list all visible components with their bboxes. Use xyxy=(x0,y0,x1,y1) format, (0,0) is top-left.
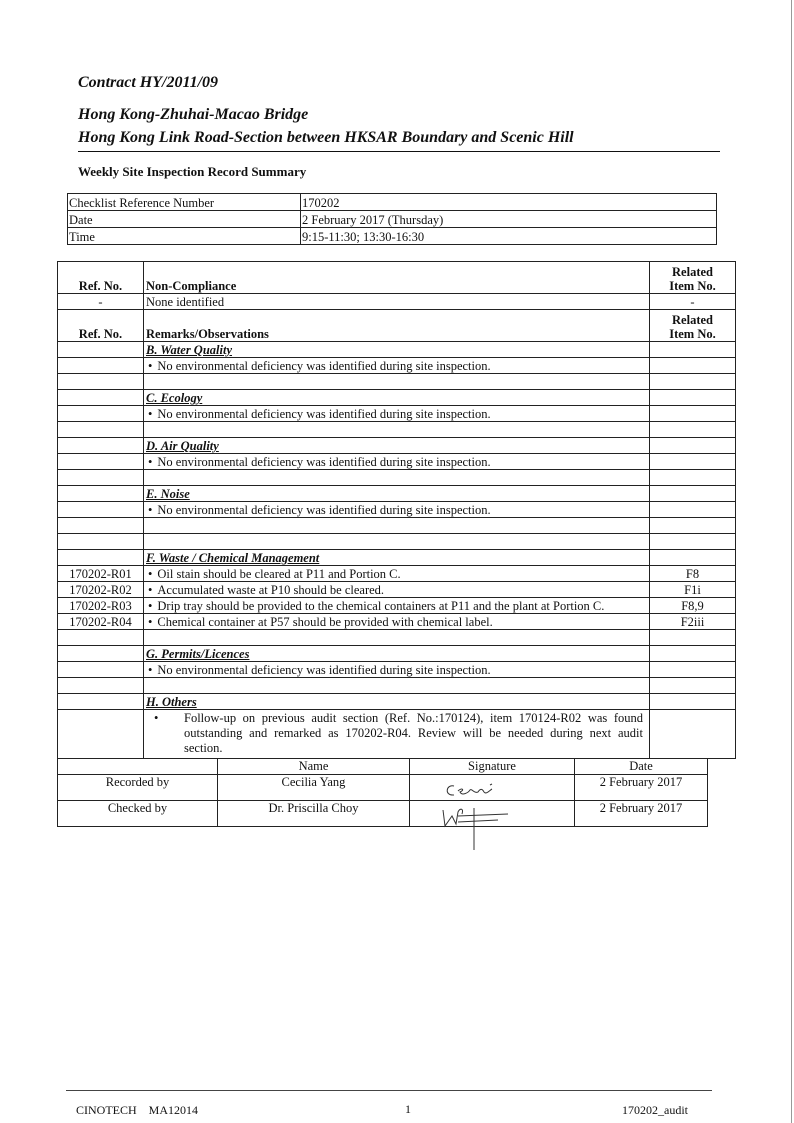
section-row xyxy=(58,342,736,358)
remark-text: • Accumulated waste at P10 should be cleared. xyxy=(146,583,384,597)
remark-related: F2iii xyxy=(650,614,736,630)
signature-scribble-2 xyxy=(438,802,528,852)
signoff-role: Checked by xyxy=(58,801,218,827)
signoff-row xyxy=(58,775,708,801)
date-header: Date xyxy=(575,759,708,775)
section-row xyxy=(58,438,736,454)
signoff-header-row xyxy=(58,759,708,775)
remark-related: F8 xyxy=(650,566,736,582)
noncompliance-desc: None identified xyxy=(144,294,650,310)
section-row xyxy=(58,486,736,502)
remark-ref: 170202-R03 xyxy=(58,598,144,614)
section-title: C. Ecology xyxy=(144,390,650,406)
remark-ref: 170202-R04 xyxy=(58,614,144,630)
info-value: 2 February 2017 (Thursday) xyxy=(301,211,717,228)
remark-text: • No environmental deficiency was identified during site inspection. xyxy=(146,359,491,373)
ref-header: Ref. No. xyxy=(58,262,144,294)
name-header: Name xyxy=(218,759,410,775)
info-label: Time xyxy=(68,228,301,245)
section-title: B. Water Quality xyxy=(144,342,650,358)
header-rule xyxy=(78,151,720,152)
inspection-table xyxy=(57,261,736,759)
footer-left: CINOTECH MA12014 xyxy=(76,1103,198,1117)
section-title: E. Noise xyxy=(144,486,650,502)
remark-row xyxy=(58,582,736,598)
signoff-role: Recorded by xyxy=(58,775,218,801)
remark-row xyxy=(58,454,736,470)
remark-text: • No environmental deficiency was identified during site inspection. xyxy=(146,503,491,517)
noncompliance-header: Non-Compliance xyxy=(144,262,650,294)
signature-scribble-1 xyxy=(440,776,540,800)
remark-text: • No environmental deficiency was identified during site inspection. xyxy=(146,663,491,677)
remark-text: • Oil stain should be cleared at P11 and Portion C. xyxy=(146,567,401,581)
footer-rule xyxy=(66,1090,712,1091)
signoff-name: Cecilia Yang xyxy=(218,775,410,801)
section-row xyxy=(58,646,736,662)
section-title: F. Waste / Chemical Management xyxy=(144,550,650,566)
remark-row: • Follow-up on previous audit section (Ref. No.:170124), item 170124-R02 was found outstanding and remarked as 170202-R04. Review will be needed during next audit section. xyxy=(58,710,736,759)
noncompliance-row xyxy=(58,294,736,310)
signoff-row xyxy=(58,801,708,827)
signature-header: Signature xyxy=(410,759,575,775)
contract-number: Contract HY/2011/09 xyxy=(78,74,219,91)
info-row xyxy=(68,228,717,245)
info-label: Date xyxy=(68,211,301,228)
section-title: G. Permits/Licences xyxy=(144,646,650,662)
remark-text: Follow-up on previous audit section (Ref. No.:170124), item 170124-R02 was found outstanding and remarked as 170202-R04. Review will be needed during next audit section. xyxy=(184,711,643,755)
remarks-header: Remarks/Observations xyxy=(144,310,650,342)
remark-related: F1i xyxy=(650,582,736,598)
remark-row xyxy=(58,614,736,630)
remark-ref: 170202-R01 xyxy=(58,566,144,582)
related-header: Related Item No. xyxy=(650,310,736,342)
noncompliance-ref: - xyxy=(58,294,144,310)
remarks-header-row xyxy=(58,310,736,342)
remark-row xyxy=(58,662,736,678)
section-title: D. Air Quality xyxy=(144,438,650,454)
remark-row xyxy=(58,566,736,582)
signoff-table xyxy=(57,758,708,827)
signoff-date: 2 February 2017 xyxy=(575,801,708,827)
info-row xyxy=(68,194,717,211)
project-title: Hong Kong-Zhuhai-Macao Bridge xyxy=(78,106,309,123)
remark-ref: 170202-R02 xyxy=(58,582,144,598)
section-row xyxy=(58,550,736,566)
remark-row xyxy=(58,598,736,614)
remark-row xyxy=(58,502,736,518)
ref-header: Ref. No. xyxy=(58,310,144,342)
signature-image xyxy=(410,775,575,801)
noncompliance-related: - xyxy=(650,294,736,310)
section-title: H. Others xyxy=(144,694,650,710)
info-value: 9:15-11:30; 13:30-16:30 xyxy=(301,228,717,245)
info-label: Checklist Reference Number xyxy=(68,194,301,211)
signoff-name: Dr. Priscilla Choy xyxy=(218,801,410,827)
section-row xyxy=(58,694,736,710)
remark-text: • Drip tray should be provided to the chemical containers at P11 and the plant at Portion C. xyxy=(146,599,604,613)
signature-image xyxy=(410,801,575,827)
remark-text: • No environmental deficiency was identified during site inspection. xyxy=(146,455,491,469)
project-section: Hong Kong Link Road-Section between HKSAR Boundary and Scenic Hill xyxy=(78,129,574,146)
noncompliance-header-row xyxy=(58,262,736,294)
info-value: 170202 xyxy=(301,194,717,211)
remark-related: F8,9 xyxy=(650,598,736,614)
remark-text: • No environmental deficiency was identified during site inspection. xyxy=(146,407,491,421)
summary-title: Weekly Site Inspection Record Summary xyxy=(78,164,307,179)
footer-right: 170202_audit xyxy=(622,1103,688,1117)
page-number: 1 xyxy=(405,1102,411,1116)
signoff-date: 2 February 2017 xyxy=(575,775,708,801)
remark-text: • Chemical container at P57 should be provided with chemical label. xyxy=(146,615,493,629)
related-header: Related Item No. xyxy=(650,262,736,294)
remark-row xyxy=(58,406,736,422)
section-row xyxy=(58,390,736,406)
info-table xyxy=(67,193,717,245)
info-row xyxy=(68,211,717,228)
remark-row xyxy=(58,358,736,374)
scan-edge xyxy=(791,0,792,1123)
